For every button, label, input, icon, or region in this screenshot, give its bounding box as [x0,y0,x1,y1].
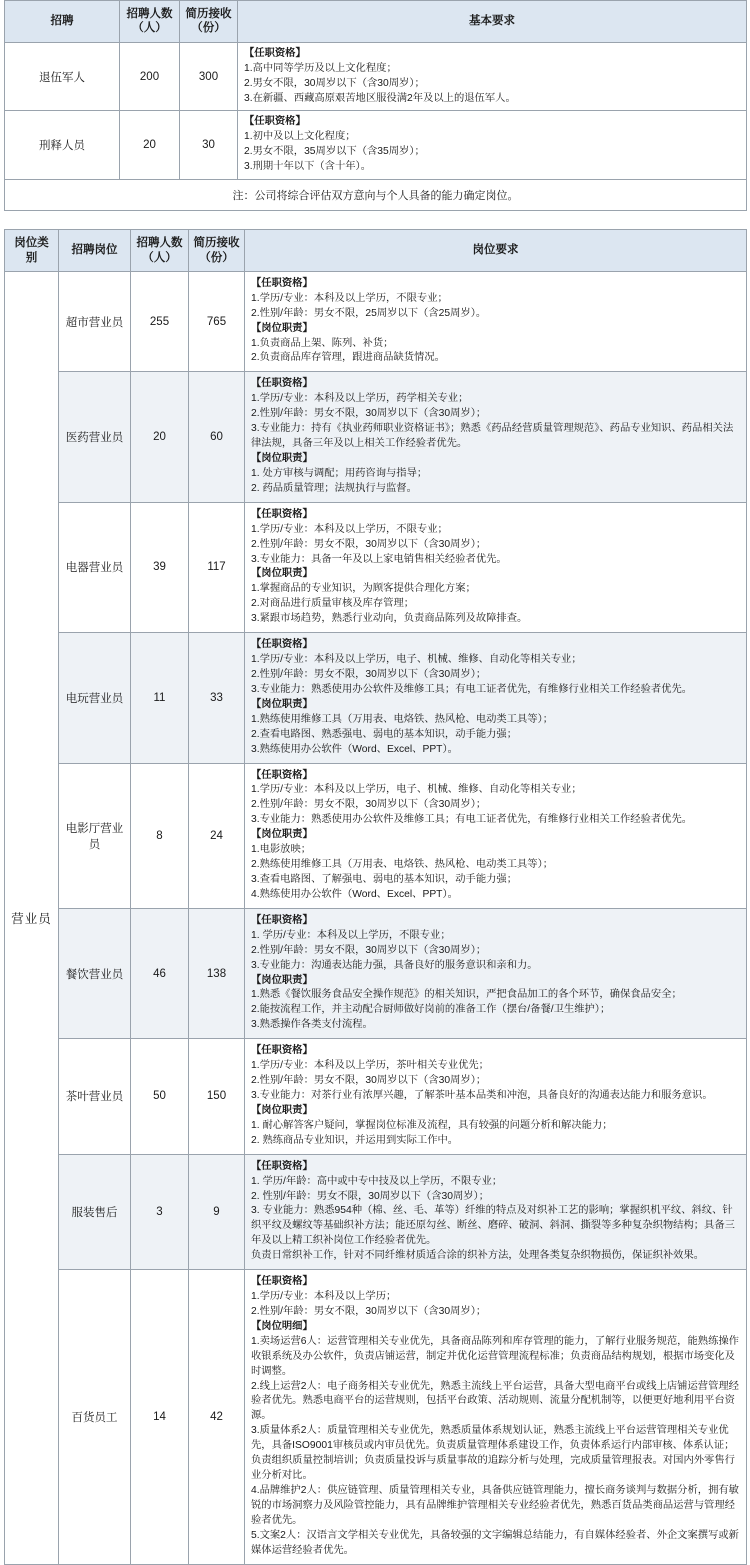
req-line: 2.性别/年龄：男女不限，30周岁以下（含30周岁）； [251,538,487,550]
req-line: 2. 性别/年龄：男女不限，30周岁以下（含30周岁）； [251,1190,490,1202]
req-line: 2. 药品质量管理；法规执行与监督。 [251,482,417,494]
table-row [5,908,747,1038]
row-count: 39 [131,502,189,632]
row-requirements [245,633,747,763]
req-line: 2.男女不限，35周岁以下（含35周岁）； [244,146,425,158]
req-line: 2.线上运营2人：电子商务相关专业优先，熟悉主流线上平台运营，具备大型电商平台或线上店铺运营管理经验者优先。熟悉电商平台的运营规则，包括平台政策、活动规则、流量分配机制等，以便更好地利用平台资源。 [251,1380,739,1422]
req-line: 3.在新疆、西藏高原艰苦地区服役满2年及以上的退伍军人。 [244,92,516,104]
req-line: 2.性别/年龄：男女不限，30周岁以下（含30周岁）； [251,1305,487,1317]
row-post: 服装售后 [59,1154,131,1269]
req-line: 2.男女不限，30周岁以下（含30周岁）； [244,77,425,89]
req-line: 1. 处方审核与调配；用药咨询与指导； [251,467,428,479]
row-resumes: 765 [189,271,245,372]
req-title: 【岗位职责】 [251,568,313,580]
table-row [5,633,747,763]
req-line: 1.初中及以上文化程度； [244,131,356,143]
row-resumes: 117 [189,502,245,632]
header-resumes: 简历接收 （份） [189,230,245,272]
req-line: 2.性别/年龄：男女不限，30周岁以下（含30周岁）； [251,944,487,956]
req-line: 4.品牌维护2人：供应链管理、质量管理相关专业，具备供应链管理能力，擅长商务谈判与数据分析，拥有敏锐的市场洞察力及风险管控能力，具有品牌维护管理相关专业经验者优先，熟悉百货品类商品运营与管理经验者优先。 [251,1485,739,1526]
header-category: 岗位类别 [5,230,59,272]
row-count: 8 [131,763,189,908]
row-requirements [245,908,747,1038]
row-post: 餐饮营业员 [59,908,131,1038]
req-title: 【任职资格】 [251,1045,313,1057]
row-count: 50 [131,1039,189,1154]
req-title: 【岗位职责】 [251,453,313,465]
req-line: 1.学历/专业：本科及以上学历，不限专业； [251,292,448,304]
req-line: 1.学历/专业：本科及以上学历； [251,1291,397,1303]
row-resumes: 150 [189,1039,245,1154]
req-line: 1.熟悉《餐饮服务食品安全操作规范》的相关知识，严把食品加工的各个环节，确保食品安全； [251,989,682,1001]
req-line: 1.学历/专业：本科及以上学历，药学相关专业； [251,393,469,405]
req-line: 1.卖场运营6人：运营管理相关专业优先，具备商品陈列和库存管理的能力，了解行业服务规范，能熟练操作收银系统及办公软件，负责店铺运营，制定并优化运营管理流程标准；负责商品结构规划，根据市场变化及时调整。 [251,1335,739,1377]
req-line: 1. 学历/年龄：高中或中专中技及以上学历，不限专业； [251,1175,503,1187]
row-count: 20 [131,372,189,502]
req-line: 2.性别/年龄：男女不限，30周岁以下（含30周岁）； [251,799,487,811]
req-line: 3.专业能力：熟悉使用办公软件及维修工具；有电工证者优先，有维修行业相关工作经验者优先。 [251,683,693,695]
req-title: 【任职资格】 [251,1160,313,1172]
req-line: 1. 学历/专业：本科及以上学历，不限专业； [251,929,451,941]
req-line: 1.电影放映； [251,844,312,856]
row-requirements [238,42,747,111]
req-line: 2.负责商品库存管理，跟进商品缺货情况。 [251,352,445,364]
req-line: 2.性别/年龄：男女不限，30周岁以下（含30周岁）； [251,408,487,420]
req-line: 1.熟练使用维修工具（万用表、电烙铁、热风枪、电动类工具等）； [251,713,554,725]
req-line: 1.学历/专业：本科及以上学历，电子、机械、维修、自动化等相关专业； [251,784,582,796]
req-line: 2.能按流程工作，并主动配合厨师做好岗前的准备工作（摆台/备餐/卫生维护）； [251,1004,611,1016]
req-title: 【任职资格】 [251,1276,313,1288]
header-count: 招聘人数 （人） [120,1,180,43]
header-post: 招聘岗位 [59,230,131,272]
table-row [5,42,747,111]
row-count: 3 [131,1154,189,1269]
table-row [5,1154,747,1269]
row-post: 电影厅营业员 [59,763,131,908]
req-line: 3.专业能力：具备一年及以上家电销售相关经验者优先。 [251,553,507,565]
row-post: 电器营业员 [59,502,131,632]
header-recruit: 招聘 [5,1,120,43]
req-line: 负责日常织补工作，针对不同纤维材质适合涂的织补方法，处理各类复杂织物损伤，保证织补效果。 [251,1250,705,1262]
table-row [5,763,747,908]
req-line: 1. 耐心解答客户疑问，掌握岗位标准及流程，具有较强的问题分析和解决能力； [251,1119,613,1131]
req-line: 2.对商品进行质量审核及库存管理； [251,598,415,610]
req-line: 1.高中同等学历及以上文化程度； [244,62,397,74]
req-line: 1.掌握商品的专业知识，为顾客提供合理化方案； [251,583,476,595]
row-requirements [245,271,747,372]
row-count: 200 [120,42,180,111]
req-line: 4.熟练使用办公软件（Word、Excel、PPT）。 [251,888,458,900]
req-title: 【任职资格】 [244,116,306,128]
row-requirements [245,1270,747,1565]
row-resumes: 9 [189,1154,245,1269]
table-note: 注：公司将综合评估双方意向与个人具备的能力确定岗位。 [5,180,747,211]
req-line: 2.熟练使用维修工具（万用表、电烙铁、热风枪、电动类工具等）； [251,859,554,871]
req-title: 【岗位职责】 [251,829,313,841]
table-spacer [4,211,746,229]
req-line: 2.性别/年龄：男女不限，25周岁以下（含25周岁）。 [251,307,487,319]
req-line: 2.性别/年龄：男女不限，30周岁以下（含30周岁）； [251,1075,487,1087]
req-line: 3.熟练使用办公软件（Word、Excel、PPT）。 [251,743,458,755]
req-title: 【任职资格】 [251,508,313,520]
req-line: 3.紧跟市场趋势，熟悉行业动向，负责商品陈列及故障排查。 [251,613,528,625]
req-title: 【任职资格】 [244,47,306,59]
row-resumes: 300 [180,42,238,111]
recruitment-table-positions [4,229,747,1565]
row-count: 11 [131,633,189,763]
req-title: 【任职资格】 [251,277,313,289]
row-resumes: 42 [189,1270,245,1565]
row-requirements [245,502,747,632]
header-requirements: 基本要求 [238,1,747,43]
req-line: 3.专业能力：沟通表达能力强，具备良好的服务意识和亲和力。 [251,959,538,971]
req-line: 2. 熟练商品专业知识，并运用到实际工作中。 [251,1134,459,1146]
row-requirements [245,1154,747,1269]
row-resumes: 24 [189,763,245,908]
table-header-row [5,1,747,43]
row-resumes: 60 [189,372,245,502]
req-title: 【岗位职责】 [251,698,313,710]
row-post: 茶叶营业员 [59,1039,131,1154]
row-name: 刑释人员 [5,111,120,180]
table-row [5,1039,747,1154]
req-line: 3.熟悉操作各类支付流程。 [251,1019,373,1031]
table-note-row [5,180,747,211]
row-requirements [245,1039,747,1154]
table-row [5,502,747,632]
req-line: 3.查看电路图、了解强电、弱电的基本知识，动手能力强； [251,873,518,885]
req-line: 3. 专业能力：熟悉954种（棉、丝、毛、革等）纤维的特点及对织补工艺的影响；掌握织机平纹、斜纹、针织平纹及螺纹等基础织补方法；能还原勾丝、断丝、磨碎、破洞、斜洞、撕裂等多种复杂织物结构；具备三年及以上精工织补岗位工作经验者优先。 [251,1205,735,1247]
row-count: 255 [131,271,189,372]
row-requirements [238,111,747,180]
req-line: 1.学历/专业：本科及以上学历，电子、机械、维修、自动化等相关专业； [251,654,582,666]
header-position-requirements: 岗位要求 [245,230,747,272]
header-count: 招聘人数 （人） [131,230,189,272]
req-title: 【岗位明细】 [251,1320,313,1332]
header-resumes: 简历接收 （份） [180,1,238,43]
row-count: 46 [131,908,189,1038]
req-line: 2.性别/年龄：男女不限，30周岁以下（含30周岁）； [251,669,487,680]
req-title: 【任职资格】 [251,639,313,651]
table-row [5,372,747,502]
req-line: 3.专业能力：持有《执业药师职业资格证书》；熟悉《药品经营质量管理规范》、药品专业知识、药品相关法律法规，具备三年及以上相关工作经验者优先。 [251,423,734,450]
req-title: 【任职资格】 [251,378,313,390]
req-title: 【岗位职责】 [251,974,313,986]
req-line: 3.专业能力：熟悉使用办公软件及维修工具；有电工证者优先，有维修行业相关工作经验者优先。 [251,814,693,826]
row-resumes: 33 [189,633,245,763]
row-count: 14 [131,1270,189,1565]
row-resumes: 138 [189,908,245,1038]
row-resumes: 30 [180,111,238,180]
req-line: 1.学历/专业：本科及以上学历，茶叶相关专业优先； [251,1060,489,1072]
req-title: 【任职资格】 [251,769,313,781]
req-line: 5.文案2人：汉语言文学相关专业优先，具备较强的文字编辑总结能力，有自媒体经验者、外企文案撰写或新媒体运营经验者优先。 [251,1529,739,1556]
category-cell: 营业员 [5,271,59,1564]
row-post: 超市营业员 [59,271,131,372]
req-line: 1.学历/专业：本科及以上学历，不限专业； [251,523,448,535]
table-row [5,271,747,372]
req-line: 3.刑期十年以下（含十年）。 [244,161,371,173]
recruitment-table-basic [4,0,747,211]
row-name: 退伍军人 [5,42,120,111]
row-post: 电玩营业员 [59,633,131,763]
table-row [5,111,747,180]
req-title: 【岗位职责】 [251,1104,313,1116]
row-requirements [245,763,747,908]
row-requirements [245,372,747,502]
row-post: 医药营业员 [59,372,131,502]
table-header-row [5,230,747,272]
row-count: 20 [120,111,180,180]
row-post: 百货员工 [59,1270,131,1565]
table-row [5,1270,747,1565]
req-title: 【任职资格】 [251,914,313,926]
req-line: 3.质量体系2人：质量管理相关专业优先，熟悉质量体系规划认证，熟悉主流线上平台运营管理相关专业优先，具备ISO9001审核员或内审员优先。负责质量管理体系建设工作，负责体系运行内部审核、体系认证；负责组织质量控制培训；负责质量投诉与质量事故的追踪分析与处理，完成质量管理报表。对国内外零售行业分析对比。 [251,1425,735,1482]
req-line: 1.负责商品上架、陈列、补货； [251,337,394,349]
req-line: 2.查看电路图、熟悉强电、弱电的基本知识，动手能力强； [251,728,518,740]
req-title: 【岗位职责】 [251,322,313,334]
req-line: 3.专业能力：对茶行业有浓厚兴趣，了解茶叶基本品类和冲泡，具备良好的沟通表达能力和服务意识。 [251,1089,713,1101]
